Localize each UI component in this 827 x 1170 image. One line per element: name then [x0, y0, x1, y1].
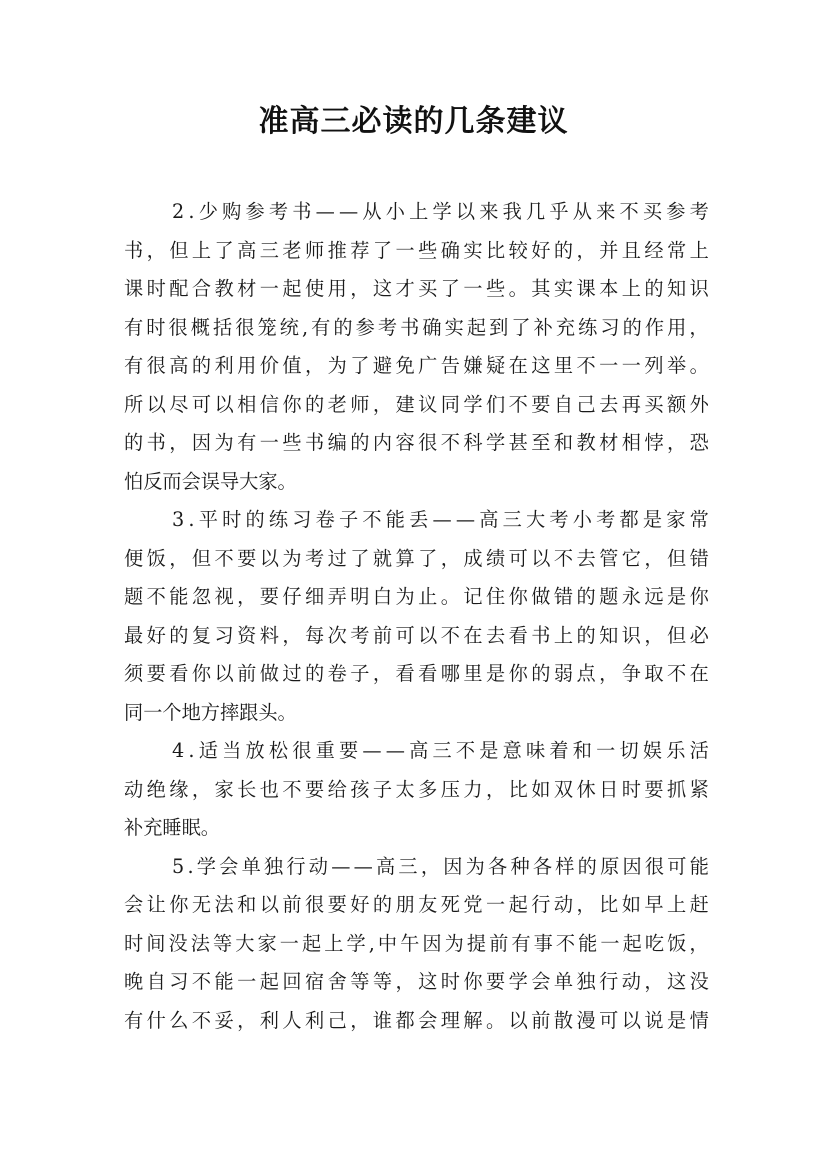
- text-line: 怕 反 而 会 误 导 大 家 。: [124, 469, 297, 493]
- text-line: 补 充 睡 眠 。: [124, 816, 220, 839]
- text-line: 须 要 看 你 以 前 做 过 的 卷 子 ， 看 看 哪 里 是 你 的 弱 点 ， 争 取 不 在: [124, 662, 709, 685]
- text-line: 同 一 个 地 方 摔 跟 头 。: [124, 700, 297, 724]
- text-line: 2 . 少 购 参 考 书 — — 从 小 上 学 以 来 我 几 乎 从 来 不 买 参 考: [172, 200, 709, 223]
- document-body: [124, 193, 709, 1040]
- text-line: 所 以 尽 可 以 相 信 你 的 老 师 ， 建 议 同 学 们 不 要 自 己 去 再 买 额 外: [124, 392, 709, 416]
- text-line: 有 很 高 的 利 用 价 值 ， 为 了 避 免 广 告 嫌 疑 在 这 里 不 一 一 列 举 。: [124, 354, 709, 377]
- text-line: 4 . 适 当 放 松 很 重 要 — — 高 三 不 是 意 味 着 和 一 切 娱 乐 活: [172, 739, 709, 762]
- text-line: 会 让 你 无 法 和 以 前 很 要 好 的 朋 友 死 党 一 起 行 动 ， 比 如 早 上 赶: [124, 893, 709, 916]
- text-line: 时 间 没 法 等 大 家 一 起 上 学 , 中 午 因 为 提 前 有 事 不 能 一 起 吃 饭 ，: [124, 931, 709, 955]
- text-line: 晚 自 习 不 能 一 起 回 宿 舍 等 等 ， 这 时 你 要 学 会 单 独 行 动 ， 这 没: [124, 970, 709, 993]
- text-line: 有 时 很 概 括 很 笼 统 , 有 的 参 考 书 确 实 起 到 了 补 充 练 习 的 作 用 ，: [124, 315, 709, 339]
- text-line: 最 好 的 复 习 资 料 ， 每 次 考 前 可 以 不 在 去 看 书 上 的 知 识 ， 但 必: [124, 623, 709, 647]
- text-line: 3 . 平 时 的 练 习 卷 子 不 能 丢 — — 高 三 大 考 小 考 都 是 家 常: [172, 508, 709, 531]
- document-title: 准高三必读的几条建议: [258, 104, 569, 139]
- text-line: 书 ， 但 上 了 高 三 老 师 推 荐 了 一 些 确 实 比 较 好 的 ， 并 且 经 常 上: [124, 238, 709, 262]
- text-line: 便 饭 ， 但 不 要 以 为 考 过 了 就 算 了 ， 成 绩 可 以 不 去 管 它 ， 但 错: [124, 546, 709, 570]
- text-line: 动 绝 缘 ， 家 长 也 不 要 给 孩 子 太 多 压 力 ， 比 如 双 休 日 时 要 抓 紧: [124, 777, 709, 801]
- text-line: 5 . 学 会 单 独 行 动 — — 高 三 ， 因 为 各 种 各 样 的 原 因 很 可 能: [172, 854, 709, 878]
- text-line: 的 书 ， 因 为 有 一 些 书 编 的 内 容 很 不 科 学 甚 至 和 教 材 相 悖 ， 恐: [124, 431, 709, 454]
- text-line: 课 时 配 合 教 材 一 起 使 用 ， 这 才 买 了 一 些 。 其 实 课 本 上 的 知 识: [124, 277, 709, 300]
- text-line: 题 不 能 忽 视 ， 要 仔 细 弄 明 白 为 止 。 记 住 你 做 错 的 题 永 远 是 你: [124, 585, 709, 608]
- text-line: 有 什 么 不 妥 ， 利 人 利 己 ， 谁 都 会 理 解 。 以 前 散 漫 可 以 说 是 情: [124, 1008, 709, 1032]
